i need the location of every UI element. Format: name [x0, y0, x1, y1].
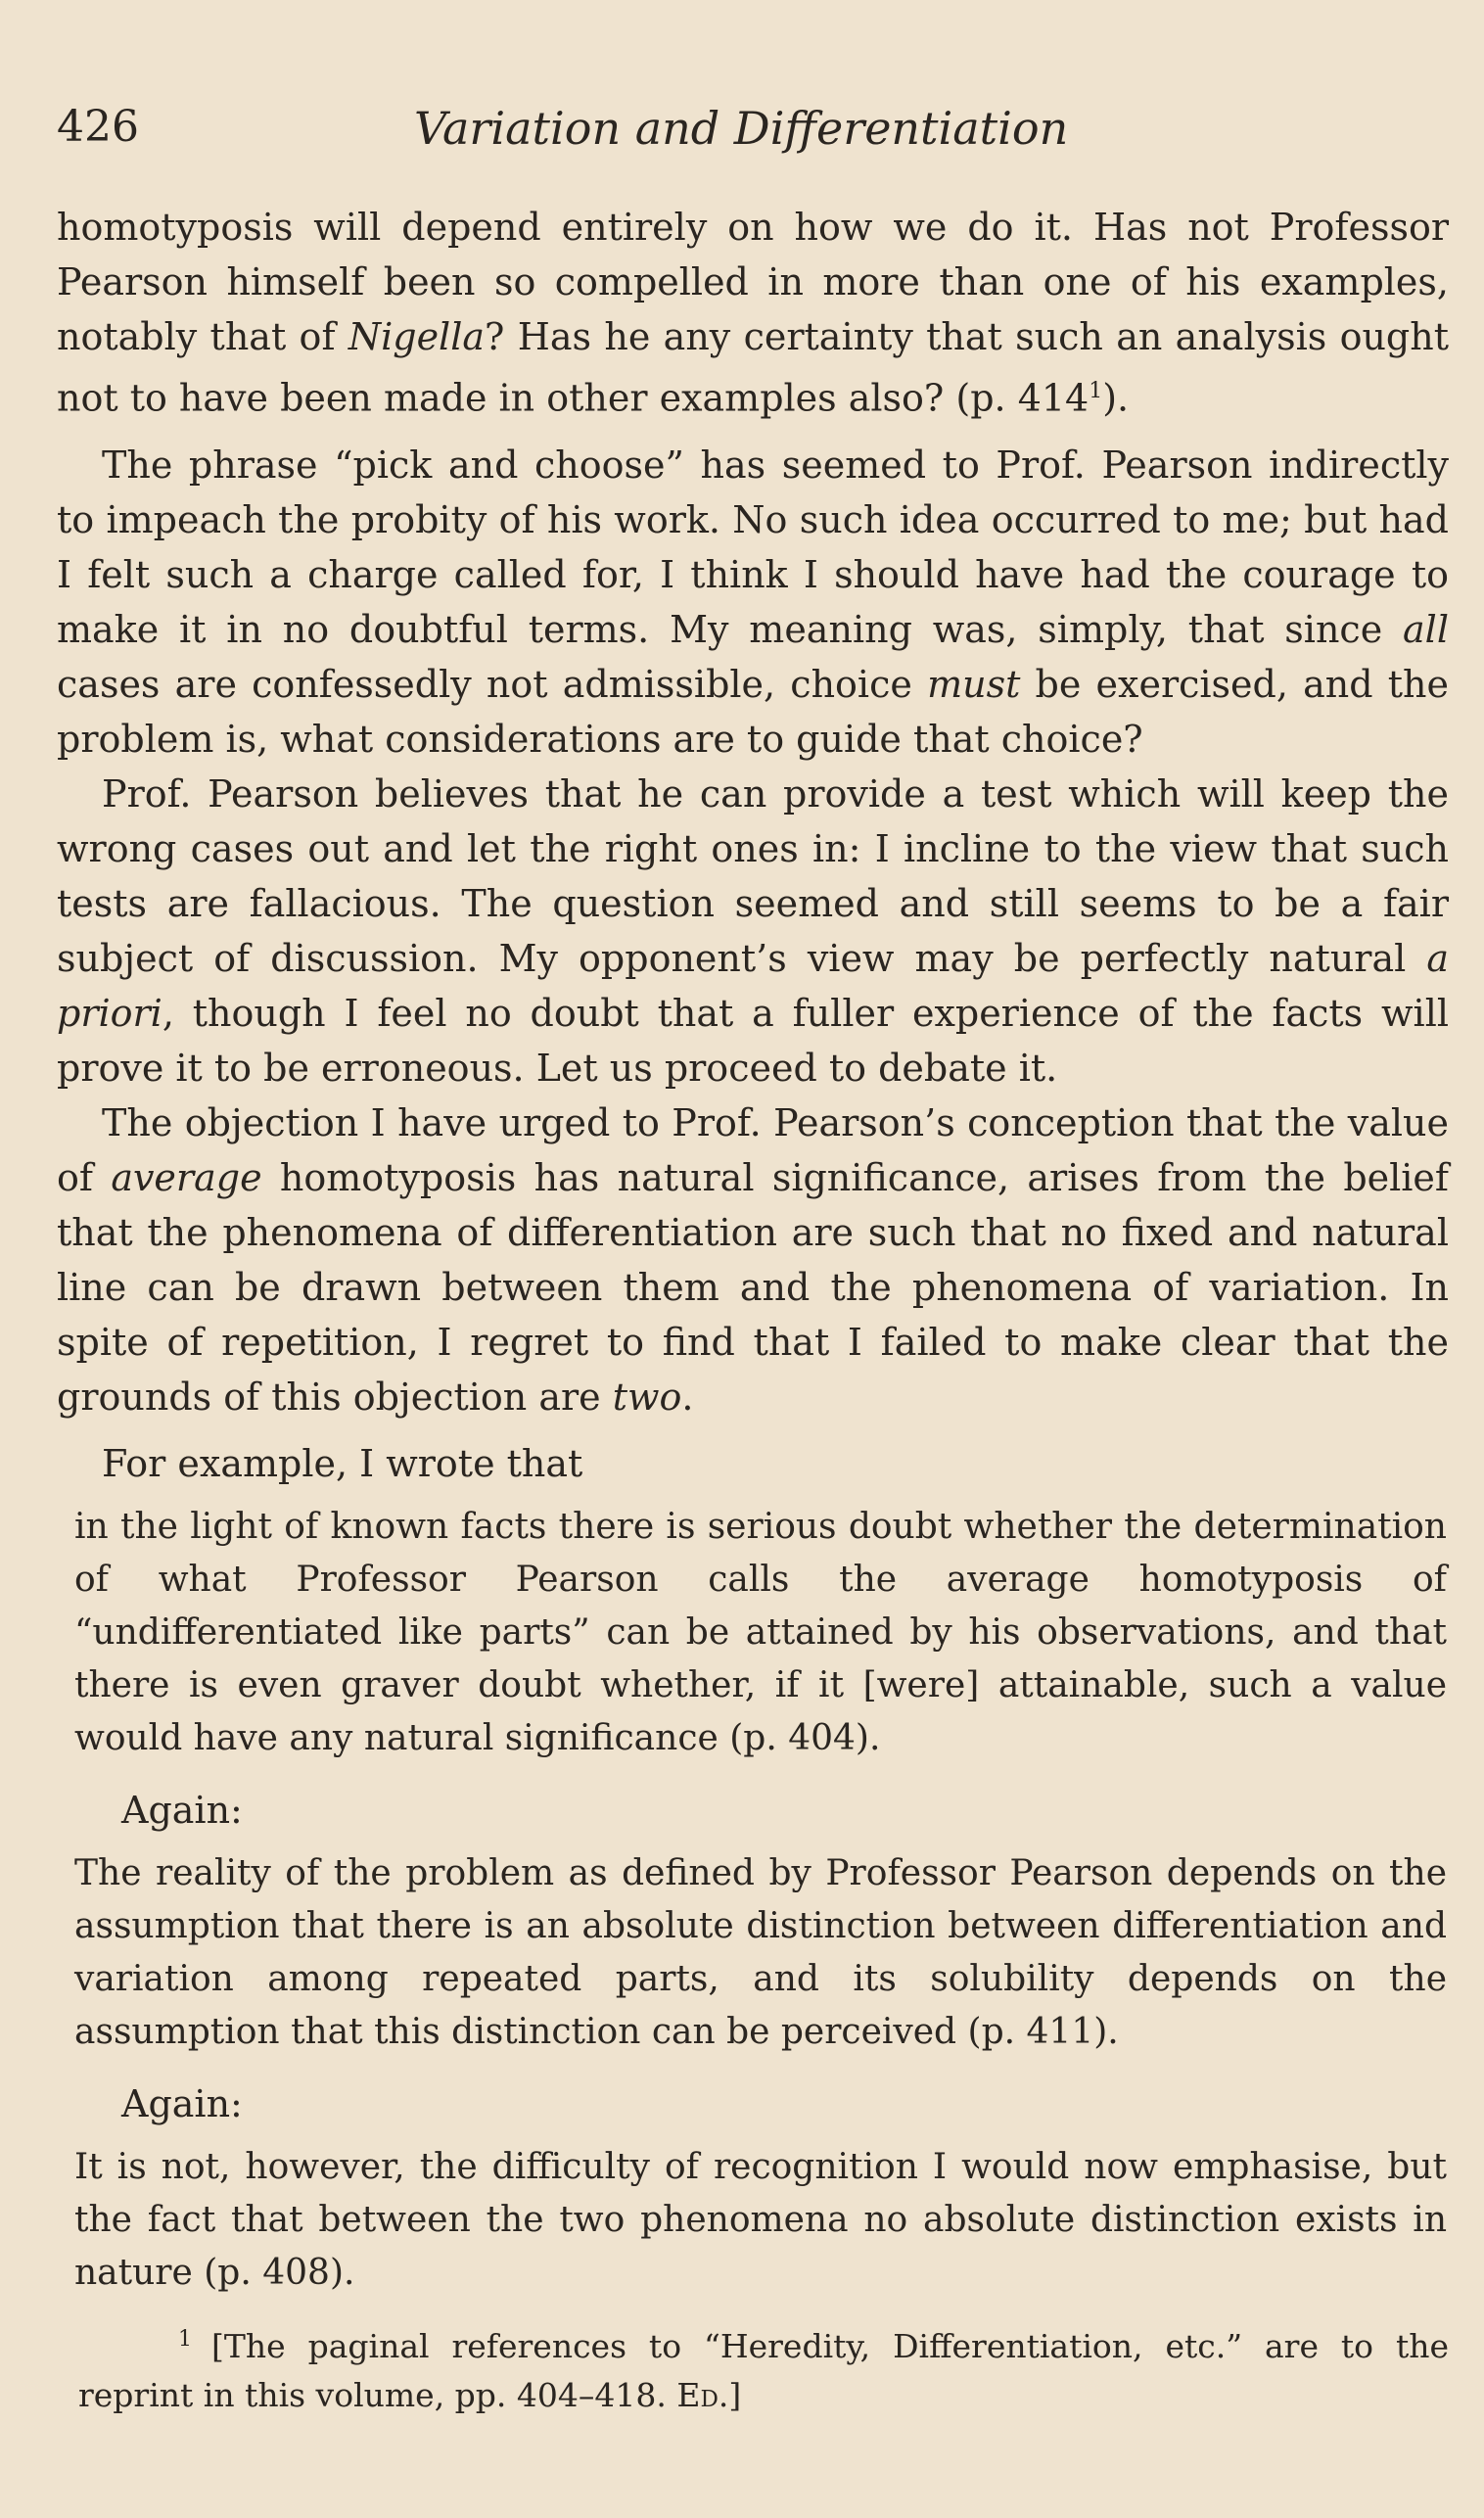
footnote-close: ] [728, 2375, 742, 2414]
text: The phrase “pick and choose” has seemed to Prof. Pearson indirectly to impeach the probity of his work. No such idea occurred to me; but had I felt such a charge called for, I think I should have had the courage to make it in no doubtful terms. My meaning was, simply, that since [57, 443, 1449, 651]
block-quote-3: It is not, however, the difficulty of recognition I would now emphasise, but the fact that between the two phenomena no absolute distinction exists in nature (p. 408). [74, 2146, 1447, 2293]
text: homotyposis will depend entirely on how we do it. Has not Professor Pearson himself been so compelled in more than one of his examples, notably that of [57, 206, 1449, 358]
block-quote-1: in the light of known facts there is serious doubt whether the determination of what Professor Pearson calls the average homotyposis of “undifferentiated like parts” can be attained by his observations, and that there is even graver doubt whether, if it [were] attainable, such a value would have any natural significance (p. 404). [74, 1506, 1447, 1758]
text: homotyposis has natural significance, arises from the belief that the phenomena of differentiation are such that no fixed and natural line can be drawn between them and the phenomena of variation. In spite of repetition, I regret to find that I failed to make clear that the grounds of this objection are [57, 1155, 1449, 1419]
text: be exercised, and the problem is, what considerations are to guide that choice? [57, 662, 1450, 761]
paragraph-1 [57, 200, 1449, 426]
text: cases are confessedly not admissible, choice [57, 662, 928, 706]
text: ). [1102, 376, 1130, 420]
editor-mark: Ed. [676, 2375, 729, 2414]
running-title: Variation and Differentiation [414, 102, 1069, 155]
text: The objection I have urged to Prof. Pearson’s conception that the value of [57, 1100, 1449, 1199]
paragraph-3 [57, 767, 1449, 1096]
text: , though I feel no doubt that a fuller experience of the facts will prove it to be erroneous. Let us proceed to debate it. [57, 991, 1449, 1090]
page-number: 426 [57, 102, 139, 152]
italic-text: all [1403, 607, 1449, 651]
text: Prof. Pearson believes that he can provide a test which will keep the wrong cases out and let the right ones in: I incline to the view that such tests are fallacious. The question seemed and still seems to be a fair subject of discussion. My opponent’s view may be perfectly natural [57, 771, 1449, 980]
again-label-2: Again: [121, 2081, 243, 2125]
again-label-1: Again: [121, 1788, 243, 1832]
italic-text: two [612, 1375, 682, 1419]
italic-text: Nigella [348, 315, 486, 358]
italic-text: average [111, 1155, 262, 1199]
text: ? Has he any certainty that such an analysis ought not to have been made in other examples also? (p. 414 [57, 315, 1449, 420]
footnote-mark: 1 [178, 2326, 192, 2352]
paragraph-2 [57, 438, 1449, 767]
footnote [78, 2315, 1449, 2420]
page-header [57, 98, 1449, 186]
footnote-text: [The paginal references to “Heredity, Differentiation, etc.” are to the reprint in this volume, pp. 404–418. [78, 2326, 1449, 2414]
italic-text: a priori [57, 936, 1449, 1035]
paragraph-4 [57, 1096, 1449, 1424]
block-quote-2: The reality of the problem as defined by Professor Pearson depends on the assumption that there is an absolute distinction between differentiation and variation among repeated parts, and its solubility depends on the assumption that this distinction can be perceived (p. 411). [74, 1852, 1447, 2052]
text: . [681, 1375, 694, 1419]
paragraph-5: For example, I wrote that [102, 1441, 583, 1485]
footnote-reference: 1 [1089, 379, 1103, 403]
italic-text: must [927, 662, 1021, 706]
